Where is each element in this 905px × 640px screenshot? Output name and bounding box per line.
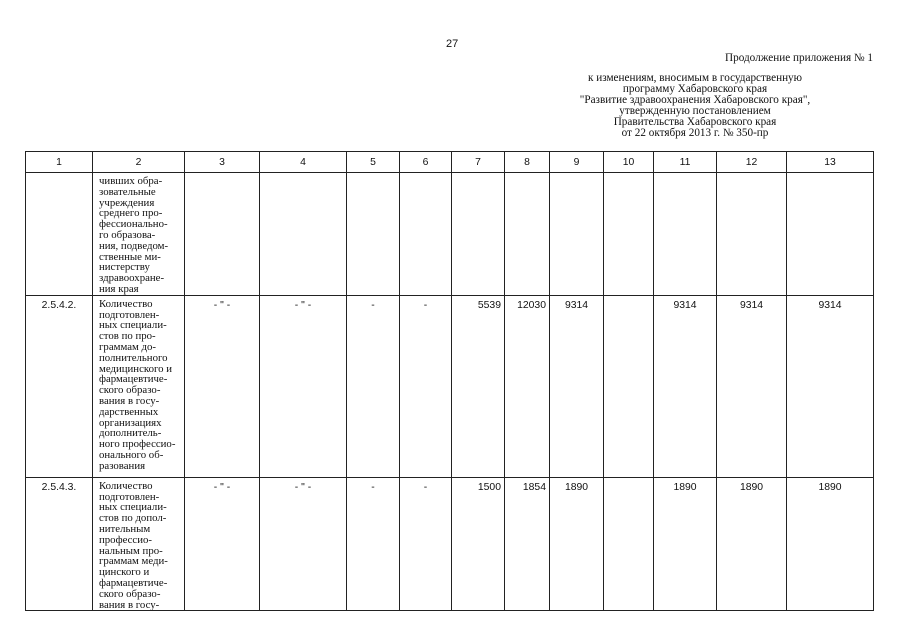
description-line: медицинского и [99,362,173,375]
appendix-line-2: к изменениям, вносимым в государственную [587,72,803,84]
column-4-value [260,173,347,296]
column-13-value [787,173,874,296]
description-line: цинского и [99,566,150,579]
table-row [26,173,874,296]
column-8-value: 1854 [505,477,550,611]
column-header-8: 8 [505,152,550,173]
column-header-6: 6 [400,152,452,173]
column-5-value: - [347,477,400,611]
appendix-line-3: программу Хабаровского края [622,83,768,95]
description-line: нительным [99,522,151,535]
column-header-9: 9 [550,152,604,173]
column-header-7: 7 [452,152,505,173]
column-7-value: 1500 [452,477,505,611]
column-header-11: 11 [654,152,717,173]
table-row [26,477,874,611]
appendix-header [515,53,875,139]
column-4-value: - " - [260,295,347,477]
description-line: граммам меди- [99,555,168,568]
row-code: 2.5.4.3. [26,477,93,611]
description-line: ния, подведом- [99,239,169,252]
description-line: граммам до- [99,340,157,353]
column-9-value: 9314 [550,295,604,477]
description-line: ского образо- [99,384,161,397]
column-6-value [400,173,452,296]
description-line: фессионально- [99,218,168,231]
column-12-value [717,173,787,296]
description-line: ных специали- [99,501,167,514]
description-line: организациях [99,416,162,429]
row-code [26,173,93,296]
description-line: зовательные [99,185,156,198]
column-8-value: 12030 [505,295,550,477]
row-description [93,295,185,477]
column-number-row [26,152,874,173]
description-line: фармацевтиче- [99,576,168,589]
column-3-value: - " - [185,477,260,611]
description-line: го образова- [99,228,156,241]
description-line: дополнитель- [99,427,162,440]
description-line: фармацевтиче- [99,373,168,386]
description-line: стов по про- [99,330,156,343]
column-13-value: 9314 [787,295,874,477]
description-line: Количество [99,479,153,492]
column-7-value [452,173,505,296]
description-line: дарственных [99,405,159,418]
column-7-value: 5539 [452,295,505,477]
column-header-4: 4 [260,152,347,173]
description-line: ственные ми- [99,250,161,263]
column-header-10: 10 [604,152,654,173]
description-line: подготовлен- [99,308,160,321]
column-10-value [604,295,654,477]
column-9-value [550,173,604,296]
column-6-value: - [400,295,452,477]
description-line: ных специали- [99,319,167,332]
description-line: вания в госу- [99,598,160,611]
column-header-12: 12 [717,152,787,173]
description-line: подготовлен- [99,490,160,503]
column-header-5: 5 [347,152,400,173]
column-header-1: 1 [26,152,93,173]
column-6-value: - [400,477,452,611]
description-line: онального об- [99,448,164,461]
column-header-2: 2 [93,152,185,173]
description-line: нистерству [99,261,150,274]
description-line: полнительного [99,351,168,364]
column-11-value: 1890 [654,477,717,611]
page-number: 27 [446,38,459,50]
column-12-value: 1890 [717,477,787,611]
description-line: ния края [99,282,139,295]
description-line: учреждения [99,196,155,209]
appendix-line-7: от 22 октября 2013 г. № 350-пр [621,127,769,139]
appendix-line-6: Правительства Хабаровского края [613,116,777,128]
description-line: Количество [99,297,153,310]
appendix-line-4: "Развитие здравоохранения Хабаровского края", [579,94,811,106]
column-10-value [604,477,654,611]
column-11-value: 9314 [654,295,717,477]
description-line: чивших обра- [99,175,163,187]
table-row [26,295,874,477]
row-description [93,477,185,611]
column-11-value [654,173,717,296]
description-line: здравоохране- [99,272,165,285]
column-13-value: 1890 [787,477,874,611]
description-line: стов по допол- [99,512,167,525]
column-12-value: 9314 [717,295,787,477]
description-line: профессио- [99,533,152,546]
description-line: вания в госу- [99,394,160,407]
program-table [25,151,874,611]
column-5-value [347,173,400,296]
column-3-value [185,173,260,296]
row-code: 2.5.4.2. [26,295,93,477]
row-description [93,173,185,296]
description-line: ского образо- [99,587,161,600]
description-line: нальным про- [99,544,163,557]
description-line: разования [99,459,146,472]
column-8-value [505,173,550,296]
appendix-line-5: утвержденную постановлением [619,105,771,117]
column-5-value: - [347,295,400,477]
column-header-3: 3 [185,152,260,173]
description-line: ного профессио- [99,438,176,451]
column-3-value: - " - [185,295,260,477]
column-4-value: - " - [260,477,347,611]
description-line: среднего про- [99,207,163,220]
column-10-value [604,173,654,296]
column-header-13: 13 [787,152,874,173]
appendix-title-line: Продолжение приложения № 1 [725,52,873,64]
column-9-value: 1890 [550,477,604,611]
